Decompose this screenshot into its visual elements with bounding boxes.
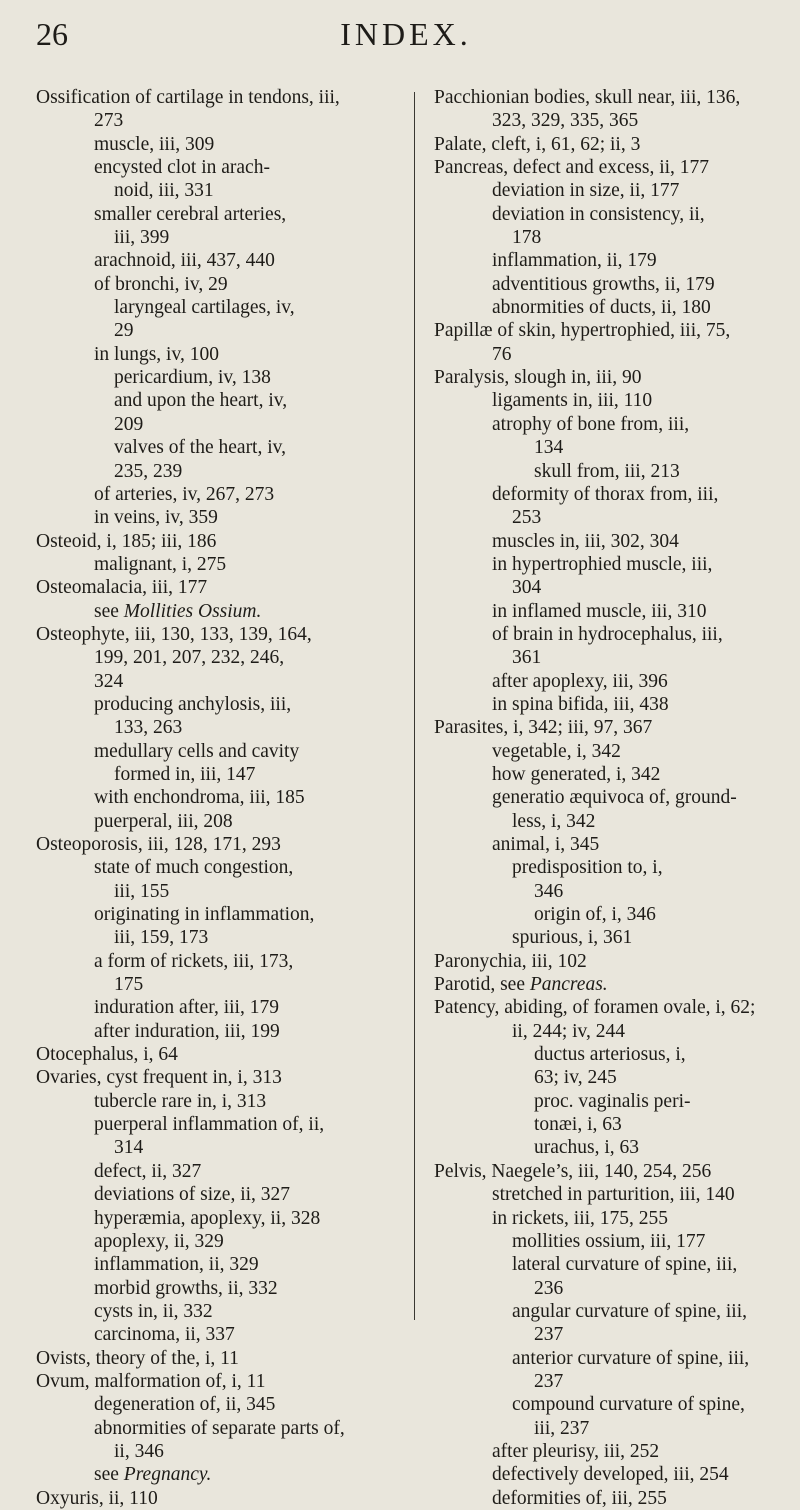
index-line: iii, 155 (114, 880, 170, 902)
index-line: noid, iii, 331 (114, 180, 214, 202)
index-line: deformity of thorax from, iii, (492, 483, 719, 505)
index-line: vegetable, i, 342 (492, 740, 621, 762)
index-line: 178 (512, 227, 542, 249)
index-line: Ovists, theory of the, i, 11 (36, 1347, 239, 1369)
index-line: puerperal, iii, 208 (94, 810, 233, 832)
column-divider (414, 92, 415, 1320)
index-line: 273 (94, 110, 124, 132)
index-line: in spina bifida, iii, 438 (492, 693, 669, 715)
index-line: see Mollities Ossium. (94, 600, 262, 622)
index-line: after pleurisy, iii, 252 (492, 1440, 660, 1462)
index-line: defect, ii, 327 (94, 1160, 202, 1182)
index-line: puerperal inflammation of, ii, (94, 1114, 325, 1136)
index-line: morbid growths, ii, 332 (94, 1277, 278, 1299)
index-line: 237 (534, 1370, 564, 1392)
page-number: 26 (36, 16, 68, 52)
index-line: producing anchylosis, iii, (94, 693, 292, 715)
index-line: state of much congestion, (94, 857, 294, 879)
index-line: defectively developed, iii, 254 (492, 1464, 729, 1486)
index-line: 323, 329, 335, 365 (492, 110, 639, 132)
index-line: muscle, iii, 309 (94, 133, 215, 155)
index-line: anterior curvature of spine, iii, (512, 1347, 750, 1369)
index-line: apoplexy, ii, 329 (94, 1230, 224, 1252)
index-line: deviation in size, ii, 177 (492, 180, 680, 202)
index-line: degeneration of, ii, 345 (94, 1394, 276, 1416)
index-line: in lungs, iv, 100 (94, 343, 219, 365)
index-line: in inflamed muscle, iii, 310 (492, 600, 707, 622)
index-line: a form of rickets, iii, 173, (94, 950, 294, 972)
index-line: of arteries, iv, 267, 273 (94, 483, 275, 505)
index-line: compound curvature of spine, (512, 1394, 745, 1416)
index-line: iii, 399 (114, 227, 170, 249)
index-line: tubercle rare in, i, 313 (94, 1090, 267, 1112)
index-line: Pancreas, defect and excess, ii, 177 (434, 157, 710, 179)
index-line: Patency, abiding, of foramen ovale, i, 62; (434, 997, 756, 1019)
index-line: atrophy of bone from, iii, (492, 413, 690, 435)
index-line: tonæi, i, 63 (534, 1114, 622, 1136)
index-line: 304 (512, 577, 542, 599)
index-line: 314 (114, 1137, 144, 1159)
index-line: 29 (114, 320, 134, 342)
index-line: ligaments in, iii, 110 (492, 390, 653, 412)
index-line: animal, i, 345 (492, 834, 600, 855)
index-line: arachnoid, iii, 437, 440 (94, 250, 275, 272)
index-line: Papillæ of skin, hypertrophied, iii, 75, (434, 320, 731, 342)
index-line: of bronchi, iv, 29 (94, 273, 228, 295)
index-line: less, i, 342 (512, 810, 596, 832)
index-line: Otocephalus, i, 64 (36, 1044, 178, 1066)
index-line: Parasites, i, 342; iii, 97, 367 (434, 717, 653, 739)
index-line: in rickets, iii, 175, 255 (492, 1207, 669, 1229)
index-line: 236 (534, 1277, 564, 1299)
index-line: 133, 263 (114, 717, 183, 739)
index-line: 63; iv, 245 (534, 1067, 617, 1089)
index-line: angular curvature of spine, iii, (512, 1300, 747, 1322)
index-line: inflammation, ii, 329 (94, 1254, 259, 1276)
page-header (36, 16, 776, 66)
index-line: 237 (534, 1324, 564, 1346)
index-line: 253 (512, 507, 542, 529)
index-line: abnormities of separate parts of, (94, 1417, 345, 1439)
index-line: 209 (114, 413, 144, 435)
index-line: carcinoma, ii, 337 (94, 1324, 235, 1346)
index-line: deviation in consistency, ii, (492, 203, 705, 225)
index-line: mollities ossium, iii, 177 (512, 1230, 706, 1252)
index-line: skull from, iii, 213 (534, 460, 680, 482)
index-line: proc. vaginalis peri- (534, 1090, 691, 1112)
index-line: ductus arteriosus, i, (534, 1044, 686, 1066)
index-line: Parotid, see Pancreas. (434, 974, 608, 996)
index-line: 235, 239 (114, 460, 183, 482)
index-line: valves of the heart, iv, (114, 437, 287, 459)
index-line: Osteomalacia, iii, 177 (36, 577, 208, 599)
index-line: in hypertrophied muscle, iii, (492, 553, 713, 575)
index-line: urachus, i, 63 (534, 1137, 640, 1159)
index-line: Paralysis, slough in, iii, 90 (434, 367, 642, 389)
index-line: of brain in hydrocephalus, iii, (492, 623, 723, 645)
index-line: ii, 346 (114, 1440, 164, 1462)
index-line: deviations of size, ii, 327 (94, 1184, 291, 1206)
index-line: Ovaries, cyst frequent in, i, 313 (36, 1067, 282, 1089)
index-line: after induration, iii, 199 (94, 1020, 280, 1042)
index-line: Pelvis, Naegele’s, iii, 140, 254, 256 (434, 1160, 712, 1182)
index-line: Paronychia, iii, 102 (434, 950, 587, 972)
index-line: muscles in, iii, 302, 304 (492, 530, 679, 552)
index-line: spurious, i, 361 (512, 927, 633, 949)
index-line: Pacchionian bodies, skull near, iii, 136, (434, 87, 741, 108)
index-line: after apoplexy, iii, 396 (492, 670, 668, 692)
index-line: ii, 244; iv, 244 (512, 1020, 626, 1042)
index-line: cysts in, ii, 332 (94, 1300, 213, 1322)
index-line: medullary cells and cavity (94, 740, 300, 762)
index-line: in veins, iv, 359 (94, 507, 218, 529)
index-line: origin of, i, 346 (534, 904, 656, 926)
index-line: induration after, iii, 179 (94, 997, 279, 1019)
index-line: lateral curvature of spine, iii, (512, 1254, 738, 1276)
index-line: inflammation, ii, 179 (492, 250, 657, 272)
index-line: 76 (492, 343, 512, 365)
index-line: 361 (512, 647, 542, 669)
index-line: predisposition to, i, (512, 857, 663, 879)
index-line: 175 (114, 974, 144, 996)
index-line: Osteoporosis, iii, 128, 171, 293 (36, 834, 281, 855)
index-line: adventitious growths, ii, 179 (492, 273, 715, 295)
index-line: stretched in parturition, iii, 140 (492, 1184, 735, 1206)
index-line: formed in, iii, 147 (114, 763, 256, 785)
index-line: Palate, cleft, i, 61, 62; ii, 3 (434, 133, 641, 155)
index-line: 346 (534, 880, 564, 902)
index-line: deformities of, iii, 255 (492, 1487, 667, 1509)
index-line: generatio æquivoca of, ground- (492, 787, 737, 809)
index-line: see Pregnancy. (94, 1464, 212, 1486)
index-line: 324 (94, 670, 124, 692)
index-line: iii, 159, 173 (114, 927, 209, 949)
index-column-right (434, 86, 780, 1510)
index-line: abnormities of ducts, ii, 180 (492, 297, 711, 319)
index-line: laryngeal cartilages, iv, (114, 297, 295, 319)
index-line: how generated, i, 342 (492, 763, 661, 785)
index-line: Oxyuris, ii, 110 (36, 1487, 158, 1509)
index-line: Ossification of cartilage in tendons, iii, (36, 87, 340, 108)
index-line: and upon the heart, iv, (114, 390, 288, 412)
index-line: Osteophyte, iii, 130, 133, 139, 164, (36, 623, 312, 645)
index-line: with enchondroma, iii, 185 (94, 787, 305, 809)
index-line: pericardium, iv, 138 (114, 367, 271, 389)
index-line: hyperæmia, apoplexy, ii, 328 (94, 1207, 321, 1229)
index-line: Osteoid, i, 185; iii, 186 (36, 530, 217, 552)
page-title: INDEX. (340, 16, 472, 52)
index-line: malignant, i, 275 (94, 553, 227, 575)
index-line: iii, 237 (534, 1417, 590, 1439)
index-line: Ovum, malformation of, i, 11 (36, 1370, 266, 1392)
index-line: originating in inflammation, (94, 904, 315, 926)
index-line: encysted clot in arach- (94, 157, 270, 179)
index-line: 134 (534, 437, 564, 459)
index-line: 199, 201, 207, 232, 246, (94, 647, 285, 669)
index-column-left (36, 86, 392, 1510)
index-line: smaller cerebral arteries, (94, 203, 287, 225)
